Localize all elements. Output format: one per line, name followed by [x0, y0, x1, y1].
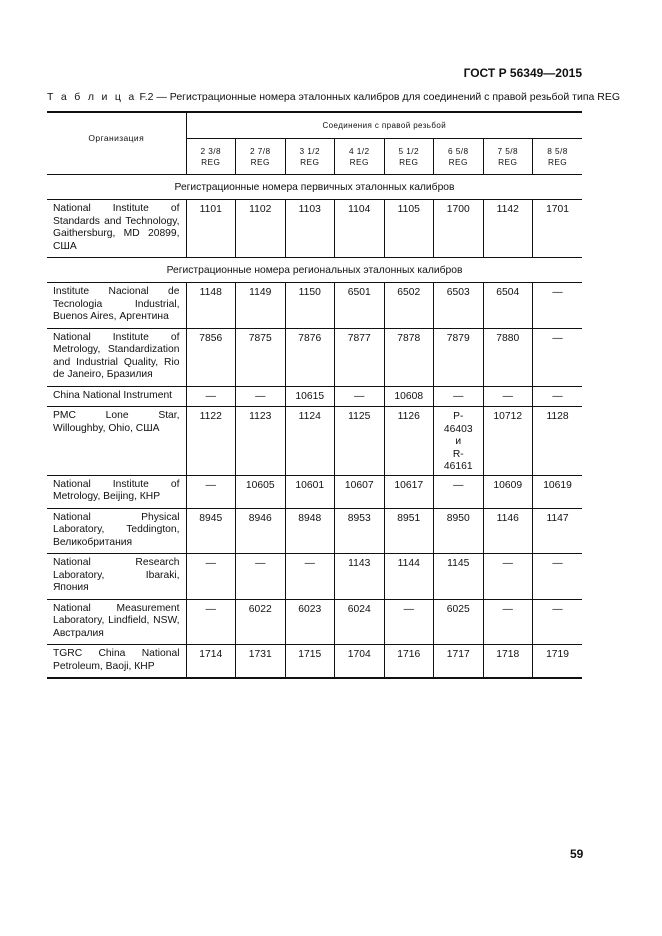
- registration-number-cell: 10608: [384, 386, 434, 407]
- registration-number-cell: 7876: [285, 328, 335, 386]
- registration-number-cell: 1105: [384, 200, 434, 258]
- header-connection: 8 5/8 REG: [533, 139, 583, 175]
- header-connection: 3 1/2 REG: [285, 139, 335, 175]
- header-connection: 4 1/2 REG: [335, 139, 385, 175]
- registration-number-cell: —: [335, 386, 385, 407]
- registration-number-cell: 6024: [335, 599, 385, 645]
- registration-number-cell: 6501: [335, 283, 385, 329]
- registration-number-cell: 7875: [236, 328, 286, 386]
- table-body: [47, 175, 582, 679]
- table-row: [47, 386, 582, 407]
- registration-number-cell: 10601: [285, 475, 335, 508]
- header-connection: 2 3/8 REG: [186, 139, 236, 175]
- registration-number-cell: —: [483, 386, 533, 407]
- registration-number-cell: 1717: [434, 645, 484, 679]
- registration-number-cell: 6023: [285, 599, 335, 645]
- registration-number-cell: 1123: [236, 407, 286, 476]
- registration-number-cell: 1122: [186, 407, 236, 476]
- registration-number-cell: —: [533, 554, 583, 600]
- table-row: [47, 554, 582, 600]
- registration-number-cell: —: [285, 554, 335, 600]
- registration-number-cell: —: [186, 475, 236, 508]
- organization-cell: TGRC China National Petroleum, Baoji, КНР: [47, 645, 186, 679]
- table-row: [47, 200, 582, 258]
- registration-number-cell: 6025: [434, 599, 484, 645]
- calibers-table: [47, 111, 582, 679]
- organization-cell: National Measurement Laboratory, Lindfield, NSW, Австралия: [47, 599, 186, 645]
- header-organization: Организация: [47, 112, 186, 175]
- registration-number-cell: 1150: [285, 283, 335, 329]
- registration-number-cell: 1144: [384, 554, 434, 600]
- registration-number-cell: 1714: [186, 645, 236, 679]
- registration-number-cell: 1128: [533, 407, 583, 476]
- registration-number-cell: 8948: [285, 508, 335, 554]
- registration-number-cell: 1125: [335, 407, 385, 476]
- registration-number-cell: —: [384, 599, 434, 645]
- registration-number-cell: 1701: [533, 200, 583, 258]
- organization-cell: Institute Nacional de Tecnologia Industrial, Buenos Aires, Аргентина: [47, 283, 186, 329]
- registration-number-cell: 6022: [236, 599, 286, 645]
- table-caption: [47, 91, 620, 103]
- registration-number-cell: 1148: [186, 283, 236, 329]
- registration-number-cell: 1715: [285, 645, 335, 679]
- organization-cell: China National Instrument: [47, 386, 186, 407]
- registration-number-cell: —: [434, 475, 484, 508]
- registration-number-cell: 1145: [434, 554, 484, 600]
- section-title: Регистрационные номера первичных эталонных калибров: [47, 175, 582, 200]
- section-title: Регистрационные номера региональных эталонных калибров: [47, 258, 582, 283]
- standard-designation: ГОСТ Р 56349—2015: [463, 66, 582, 80]
- table-row: [47, 283, 582, 329]
- organization-cell: National Research Laboratory, Ibaraki, Япония: [47, 554, 186, 600]
- registration-number-cell: —: [186, 599, 236, 645]
- registration-number-cell: 7856: [186, 328, 236, 386]
- table-row: [47, 407, 582, 476]
- header-connection: 6 5/8 REG: [434, 139, 484, 175]
- registration-number-cell: 6502: [384, 283, 434, 329]
- registration-number-cell: 8945: [186, 508, 236, 554]
- registration-number-cell: 7880: [483, 328, 533, 386]
- page-number: 59: [570, 847, 584, 861]
- registration-number-cell: 7879: [434, 328, 484, 386]
- table-row: [47, 645, 582, 679]
- registration-number-cell: 1704: [335, 645, 385, 679]
- section-row: [47, 175, 582, 200]
- registration-number-cell: —: [236, 554, 286, 600]
- organization-cell: National Physical Laboratory, Teddington, Великобритания: [47, 508, 186, 554]
- registration-number-cell: 1716: [384, 645, 434, 679]
- registration-number-cell: 8950: [434, 508, 484, 554]
- registration-number-cell: 7877: [335, 328, 385, 386]
- registration-number-cell: 10617: [384, 475, 434, 508]
- organization-cell: PMC Lone Star, Willoughby, Ohio, США: [47, 407, 186, 476]
- registration-number-cell: 10619: [533, 475, 583, 508]
- registration-number-cell: 1719: [533, 645, 583, 679]
- organization-cell: National Institute of Standards and Technology, Gaithersburg, MD 20899, США: [47, 200, 186, 258]
- registration-number-cell: 1718: [483, 645, 533, 679]
- header-connections-group: Соединения с правой резьбой: [186, 112, 582, 139]
- registration-number-cell: 1143: [335, 554, 385, 600]
- registration-number-cell: —: [186, 554, 236, 600]
- registration-number-cell: —: [533, 283, 583, 329]
- registration-number-cell: 1124: [285, 407, 335, 476]
- table-row: [47, 599, 582, 645]
- table-row: [47, 328, 582, 386]
- registration-number-cell: —: [533, 328, 583, 386]
- registration-number-cell: 1102: [236, 200, 286, 258]
- registration-number-cell: 1147: [533, 508, 583, 554]
- registration-number-cell: 1104: [335, 200, 385, 258]
- registration-number-cell: 10615: [285, 386, 335, 407]
- registration-number-cell: 6503: [434, 283, 484, 329]
- registration-number-cell: —: [236, 386, 286, 407]
- registration-number-cell: —: [483, 599, 533, 645]
- caption-text: F.2 — Регистрационные номера эталонных калибров для соединений с правой резьбой типа REG: [136, 91, 621, 103]
- registration-number-cell: 1146: [483, 508, 533, 554]
- registration-number-cell: 8946: [236, 508, 286, 554]
- table-row: [47, 508, 582, 554]
- registration-number-cell: 1142: [483, 200, 533, 258]
- section-row: [47, 258, 582, 283]
- header-connection: 7 5/8 REG: [483, 139, 533, 175]
- organization-cell: National Institute of Metrology, Beijing, КНР: [47, 475, 186, 508]
- registration-number-cell: —: [434, 386, 484, 407]
- header-connection: 5 1/2 REG: [384, 139, 434, 175]
- header-connection: 2 7/8 REG: [236, 139, 286, 175]
- registration-number-cell: P- 46403 и R- 46161: [434, 407, 484, 476]
- registration-number-cell: 1149: [236, 283, 286, 329]
- registration-number-cell: —: [533, 386, 583, 407]
- table-row: [47, 475, 582, 508]
- registration-number-cell: 10712: [483, 407, 533, 476]
- registration-number-cell: —: [533, 599, 583, 645]
- registration-number-cell: 10607: [335, 475, 385, 508]
- organization-cell: National Institute of Metrology, Standardization and Industrial Quality, Rio de Janeiro, Бразилия: [47, 328, 186, 386]
- registration-number-cell: 8953: [335, 508, 385, 554]
- registration-number-cell: —: [186, 386, 236, 407]
- registration-number-cell: 6504: [483, 283, 533, 329]
- registration-number-cell: —: [483, 554, 533, 600]
- registration-number-cell: 1101: [186, 200, 236, 258]
- registration-number-cell: 8951: [384, 508, 434, 554]
- registration-number-cell: 1700: [434, 200, 484, 258]
- registration-number-cell: 10605: [236, 475, 286, 508]
- registration-number-cell: 10609: [483, 475, 533, 508]
- registration-number-cell: 7878: [384, 328, 434, 386]
- registration-number-cell: 1731: [236, 645, 286, 679]
- caption-label: Т а б л и ц а: [47, 91, 137, 103]
- registration-number-cell: 1103: [285, 200, 335, 258]
- registration-number-cell: 1126: [384, 407, 434, 476]
